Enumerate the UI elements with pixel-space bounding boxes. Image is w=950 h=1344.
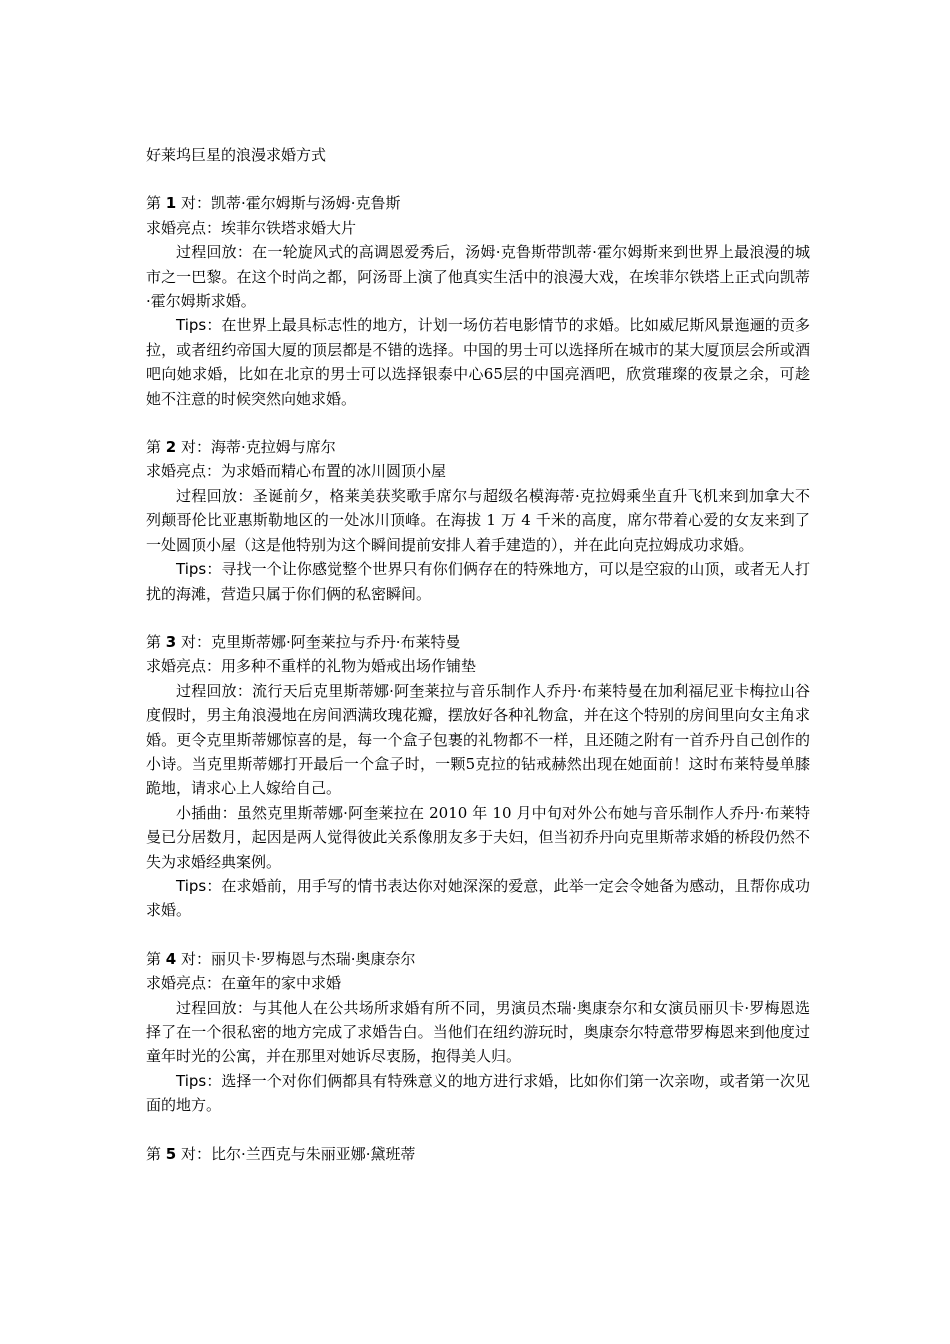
section-tips (146, 313, 810, 411)
section-4 (146, 947, 810, 1118)
section-process: 过程回放：流行天后克里斯蒂娜·阿奎莱拉与音乐制作人乔丹·布莱特曼在加利福尼亚卡梅拉山谷度假时，男主角浪漫地在房间洒满玫瑰花瓣，摆放好各种礼物盒，并在这个特别的房间里向女主角求婚。更令克里斯蒂娜惊喜的是，每一个盒子包裹的礼物都不一样，且还随之附有一首乔丹自己创作的小诗。当克里斯蒂娜打开最后一个盒子时，一颗5克拉的钻戒赫然出现在她面前！这时布莱特曼单膝跪地，请求心上人嫁给自己。 (146, 681, 810, 798)
section-aside: 小插曲：虽然克里斯蒂娜·阿奎莱拉在 2010 年 10 月中旬对外公布她与音乐制作人乔丹·布莱特曼已分居数月，起因是两人觉得彼此关系像朋友多于夫妇，但当初乔丹向克里斯蒂求婚的桥段仍然不失为求婚经典案例。 (146, 803, 810, 871)
tips-label: Tips (176, 560, 207, 579)
section-tips (146, 557, 810, 606)
tips-text: ：寻找一个让你感觉整个世界只有你们俩存在的特殊地方，可以是空寂的山顶，或者无人打扰的海滩，营造只属于你们俩的私密瞬间。 (146, 560, 810, 603)
section-heading (146, 947, 810, 971)
heading-names: 对：丽贝卡·罗梅恩与杰瑞·奥康奈尔 (181, 949, 416, 968)
section-heading (146, 1142, 810, 1166)
section-highlight: 求婚亮点：为求婚而精心布置的冰川圆顶小屋 (146, 462, 447, 481)
section-tips (146, 874, 810, 923)
section-heading (146, 435, 810, 459)
tips-label: Tips (176, 1071, 207, 1090)
heading-prefix: 第 (146, 949, 162, 968)
section-highlight: 求婚亮点：用多种不重样的礼物为婚戒出场作铺垫 (146, 657, 477, 676)
heading-prefix: 第 (146, 438, 162, 457)
pair-number: 5 (165, 1144, 177, 1163)
heading-names: 对：凯蒂·霍尔姆斯与汤姆·克鲁斯 (181, 194, 401, 213)
section-1 (146, 191, 810, 411)
section-2 (146, 435, 810, 606)
section-process: 过程回放：在一轮旋风式的高调恩爱秀后，汤姆·克鲁斯带凯蒂·霍尔姆斯来到世界上最浪漫的城市之一巴黎。在这个时尚之都，阿汤哥上演了他真实生活中的浪漫大戏，在埃菲尔铁塔上正式向凯蒂·霍尔姆斯求婚。 (146, 243, 810, 311)
section-heading (146, 191, 810, 215)
pair-number: 4 (165, 949, 177, 968)
section-process: 过程回放：与其他人在公共场所求婚有所不同，男演员杰瑞·奥康奈尔和女演员丽贝卡·罗梅恩选择了在一个很私密的地方完成了求婚告白。当他们在纽约游玩时，奥康奈尔特意带罗梅恩来到他度过童年时光的公寓，并在那里对她诉尽衷肠，抱得美人归。 (146, 998, 810, 1066)
section-highlight: 求婚亮点：在童年的家中求婚 (146, 974, 342, 993)
tips-label: Tips (176, 316, 207, 335)
document-title: 好莱坞巨星的浪漫求婚方式 (146, 146, 327, 164)
section-highlight: 求婚亮点：埃菲尔铁塔求婚大片 (146, 218, 357, 237)
tips-text: ：在世界上最具标志性的地方，计划一场仿若电影情节的求婚。比如威尼斯风景迤逦的贡多拉，或者纽约帝国大厦的顶层都是不错的选择。中国的男士可以选择所在城市的某大厦顶层会所或酒吧向她求婚，比如在北京的男士可以选择银泰中心65层的中国亮酒吧，欣赏璀璨的夜景之余，可趁她不注意的时候突然向她求婚。 (146, 316, 810, 408)
pair-number: 3 (165, 632, 177, 651)
section-tips (146, 1069, 810, 1118)
section-process: 过程回放：圣诞前夕，格莱美获奖歌手席尔与超级名模海蒂·克拉姆乘坐直升飞机来到加拿大不列颠哥伦比亚惠斯勒地区的一处冰川顶峰。在海拔 1 万 4 千米的高度，席尔带着心爱的女友来到了一处圆顶小屋（这是他特别为这个瞬间提前安排人着手建造的），并在此向克拉姆成功求婚。 (146, 486, 810, 554)
heading-prefix: 第 (146, 1144, 162, 1163)
section-heading (146, 630, 810, 654)
tips-text: ：选择一个对你们俩都具有特殊意义的地方进行求婚，比如你们第一次亲吻，或者第一次见面的地方。 (146, 1071, 810, 1115)
pair-number: 1 (165, 194, 177, 213)
heading-names: 对：海蒂·克拉姆与席尔 (181, 438, 336, 457)
tips-label: Tips (176, 876, 207, 895)
heading-names: 对：克里斯蒂娜·阿奎莱拉与乔丹·布莱特曼 (181, 632, 461, 651)
section-3 (146, 630, 810, 923)
pair-number: 2 (165, 438, 177, 457)
document-page (146, 143, 810, 1190)
heading-prefix: 第 (146, 632, 162, 651)
heading-prefix: 第 (146, 194, 162, 213)
section-5 (146, 1142, 810, 1166)
heading-names: 对：比尔·兰西克与朱丽亚娜·黛班蒂 (181, 1144, 416, 1163)
tips-text: ：在求婚前，用手写的情书表达你对她深深的爱意，此举一定会令她备为感动，且帮你成功求婚。 (146, 876, 810, 920)
